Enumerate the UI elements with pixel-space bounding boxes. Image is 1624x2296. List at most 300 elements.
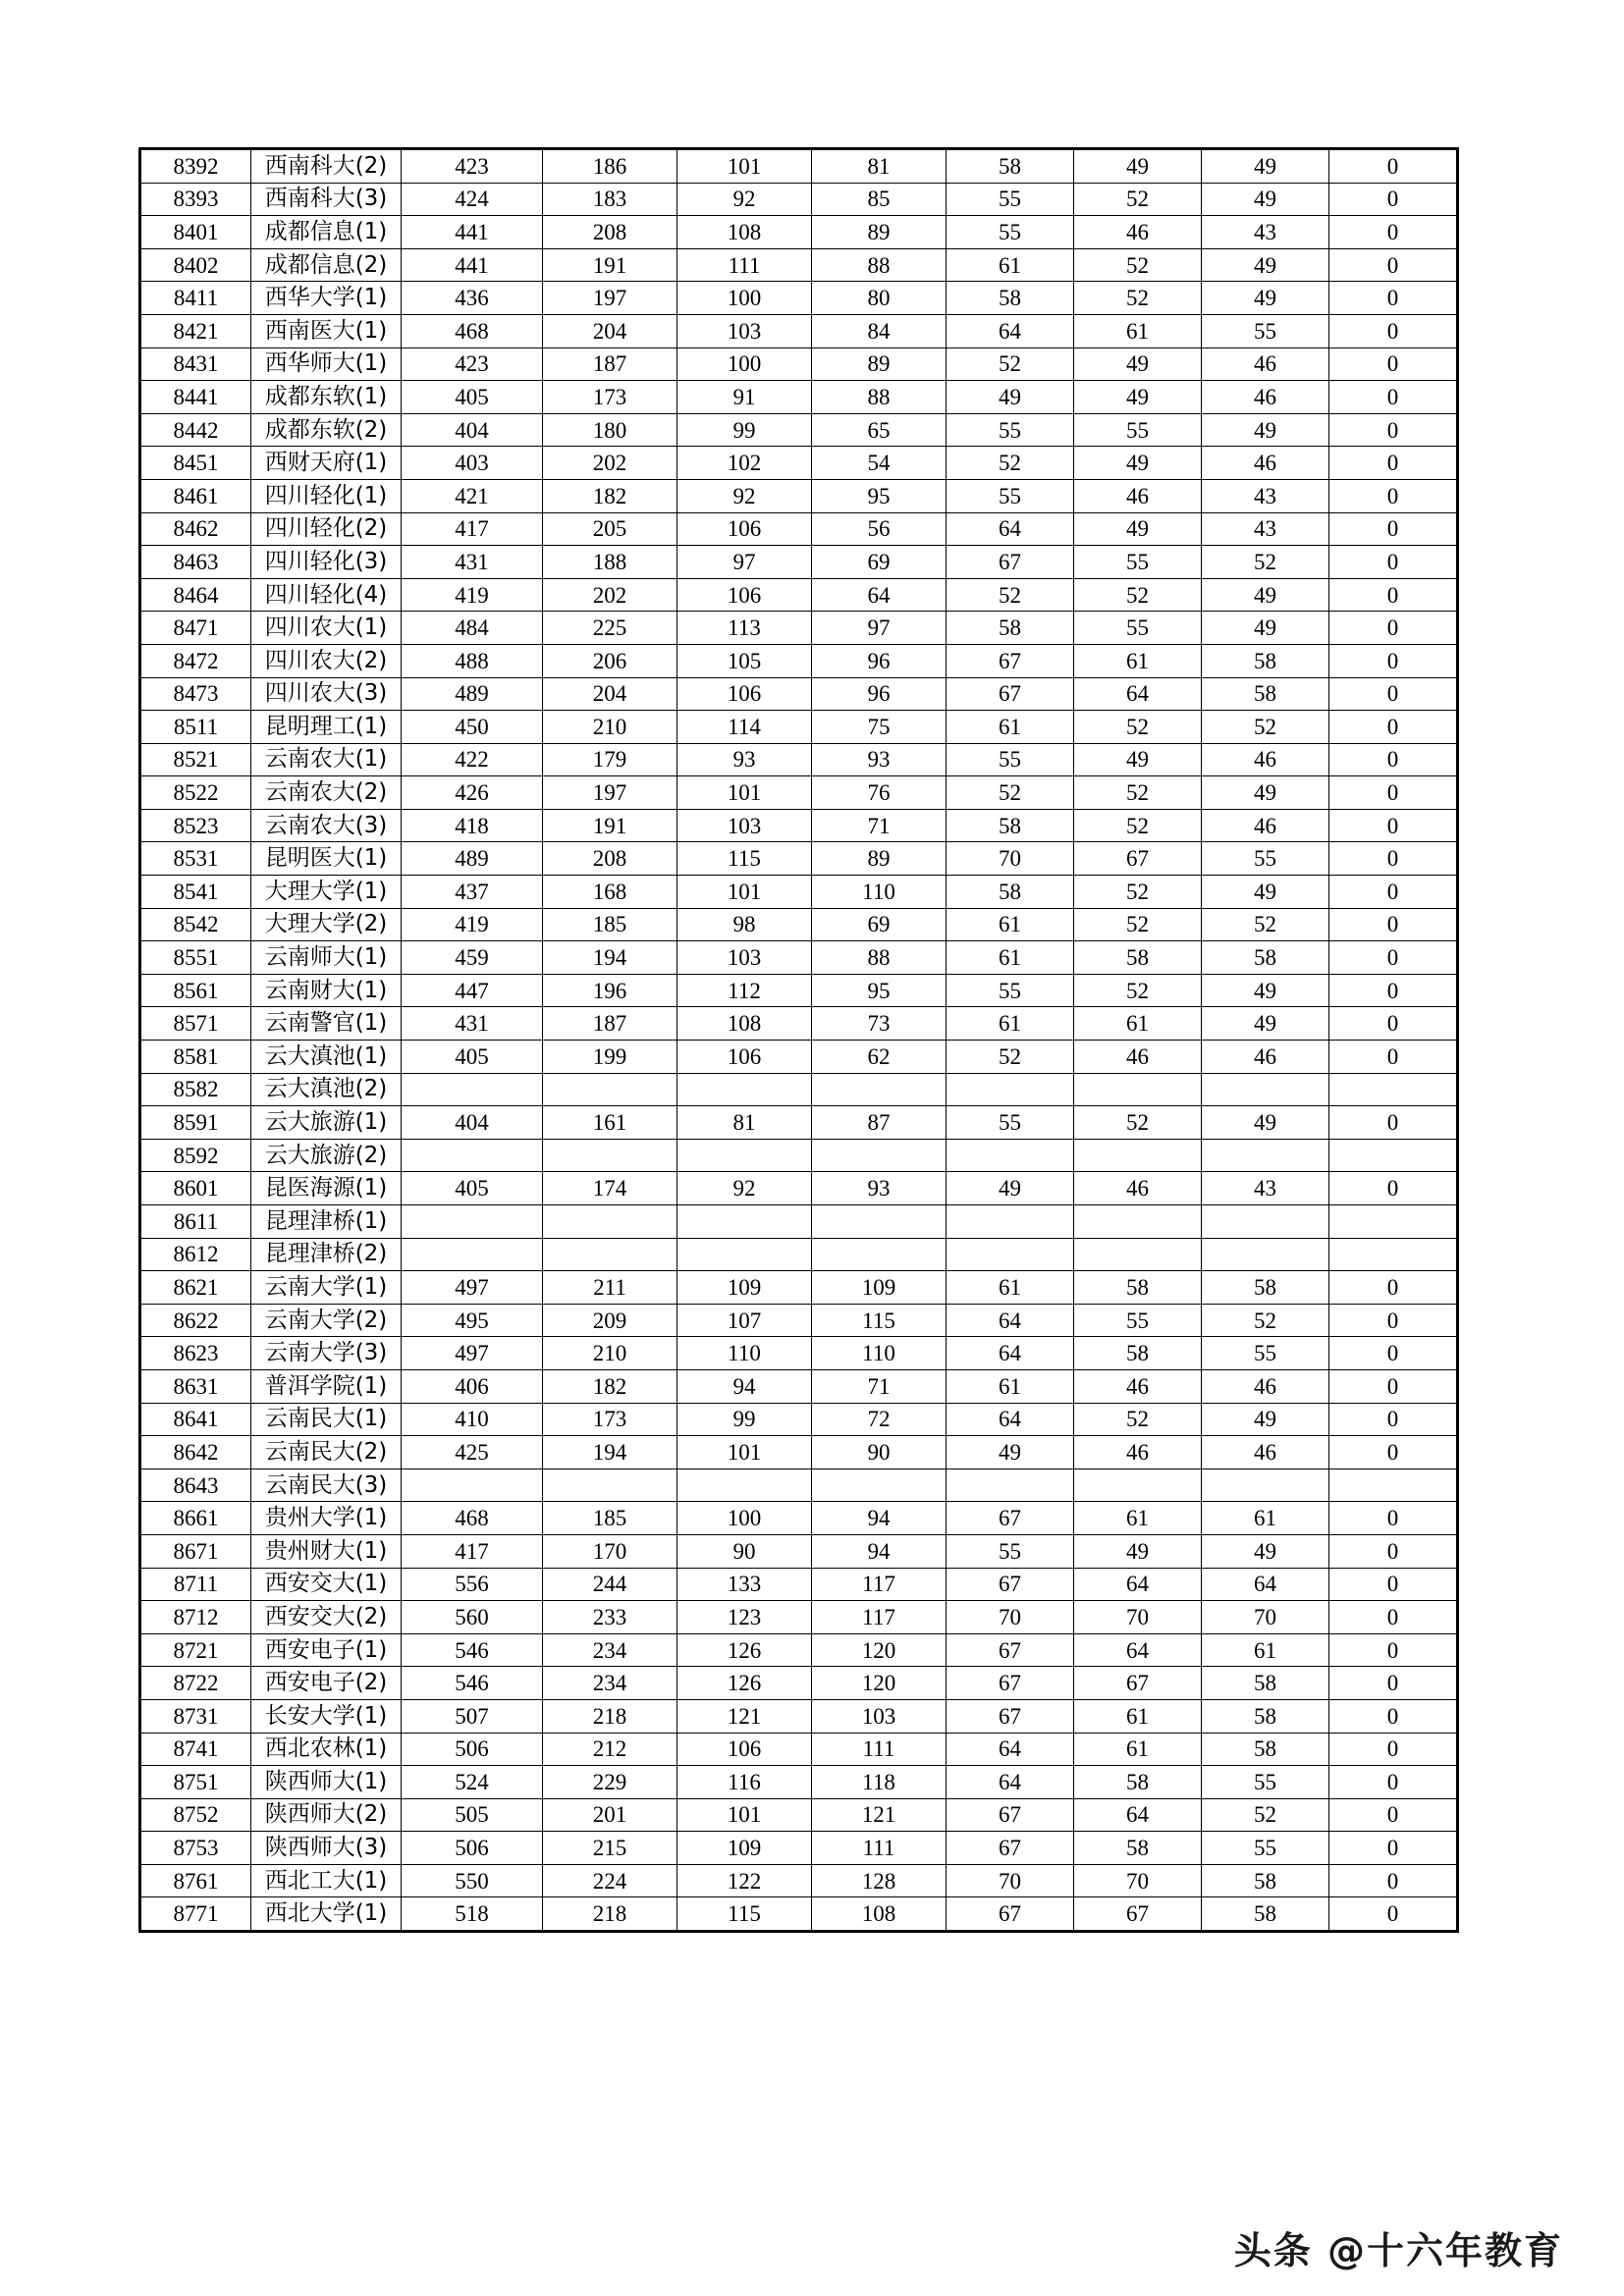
cell-code: 8711 — [140, 1568, 251, 1601]
cell-code: 8751 — [140, 1766, 251, 1799]
cell-code: 8671 — [140, 1534, 251, 1568]
cell-code: 8473 — [140, 677, 251, 711]
cell-value: 90 — [677, 1534, 812, 1568]
cell-value: 70 — [947, 1864, 1074, 1897]
cell-name: 西华师大(1) — [251, 347, 402, 381]
cell-name: 昆医海源(1) — [251, 1172, 402, 1205]
table-row — [140, 447, 1458, 480]
cell-value: 215 — [543, 1832, 677, 1865]
cell-value: 182 — [543, 1369, 677, 1403]
cell-code: 8591 — [140, 1106, 251, 1140]
cell-value: 0 — [1329, 612, 1458, 645]
cell-value: 49 — [1074, 512, 1202, 546]
cell-code: 8712 — [140, 1601, 251, 1634]
cell-value: 0 — [1329, 1601, 1458, 1634]
table-row — [140, 479, 1458, 512]
cell-name: 西南科大(2) — [251, 149, 402, 184]
cell-value: 425 — [402, 1436, 543, 1469]
cell-value: 52 — [947, 447, 1074, 480]
cell-name: 云南民大(2) — [251, 1436, 402, 1469]
cell-value: 94 — [812, 1534, 947, 1568]
cell-value: 67 — [947, 1502, 1074, 1535]
cell-name: 西南科大(3) — [251, 183, 402, 216]
cell-value: 0 — [1329, 314, 1458, 347]
cell-name: 昆明医大(1) — [251, 842, 402, 876]
cell-value — [402, 1468, 543, 1502]
cell-value: 115 — [677, 842, 812, 876]
cell-code: 8621 — [140, 1271, 251, 1305]
cell-value: 52 — [1074, 282, 1202, 315]
table-row — [140, 216, 1458, 249]
cell-name: 陕西师大(3) — [251, 1832, 402, 1865]
cell-value: 218 — [543, 1897, 677, 1932]
cell-value: 67 — [947, 1568, 1074, 1601]
cell-value: 64 — [947, 314, 1074, 347]
cell-value: 101 — [677, 1798, 812, 1832]
cell-code: 8592 — [140, 1139, 251, 1172]
table-row — [140, 974, 1458, 1007]
table-row — [140, 149, 1458, 184]
cell-name: 成都东软(1) — [251, 381, 402, 414]
cell-value: 117 — [812, 1568, 947, 1601]
cell-value: 49 — [1074, 381, 1202, 414]
cell-value — [543, 1139, 677, 1172]
cell-value: 55 — [947, 743, 1074, 776]
cell-value: 87 — [812, 1106, 947, 1140]
cell-value — [947, 1468, 1074, 1502]
cell-value: 0 — [1329, 1271, 1458, 1305]
cell-name: 四川轻化(4) — [251, 578, 402, 612]
cell-value: 52 — [1074, 809, 1202, 842]
cell-value: 109 — [812, 1271, 947, 1305]
cell-name: 云大旅游(1) — [251, 1106, 402, 1140]
cell-name: 西安交大(1) — [251, 1568, 402, 1601]
cell-value: 0 — [1329, 1864, 1458, 1897]
cell-name: 云南农大(3) — [251, 809, 402, 842]
cell-code: 8523 — [140, 809, 251, 842]
cell-code: 8431 — [140, 347, 251, 381]
cell-value — [402, 1139, 543, 1172]
table-row — [140, 413, 1458, 447]
cell-value: 55 — [947, 1106, 1074, 1140]
cell-code: 8731 — [140, 1699, 251, 1733]
cell-value: 0 — [1329, 381, 1458, 414]
cell-value: 224 — [543, 1864, 677, 1897]
cell-value: 46 — [1074, 479, 1202, 512]
cell-value: 100 — [677, 347, 812, 381]
cell-value: 52 — [947, 776, 1074, 810]
cell-value: 0 — [1329, 1172, 1458, 1205]
cell-value — [1074, 1238, 1202, 1271]
cell-value: 46 — [1074, 1172, 1202, 1205]
cell-value: 64 — [947, 1304, 1074, 1337]
cell-value: 70 — [947, 1601, 1074, 1634]
cell-value: 89 — [812, 842, 947, 876]
cell-value: 0 — [1329, 282, 1458, 315]
table-row — [140, 1403, 1458, 1436]
cell-value: 101 — [677, 776, 812, 810]
cell-value: 0 — [1329, 876, 1458, 909]
cell-name: 昆明理工(1) — [251, 711, 402, 744]
cell-value: 49 — [1074, 743, 1202, 776]
cell-value — [543, 1468, 677, 1502]
cell-value: 49 — [1074, 149, 1202, 184]
cell-value: 46 — [1202, 347, 1329, 381]
cell-value: 46 — [1202, 743, 1329, 776]
cell-code: 8392 — [140, 149, 251, 184]
cell-value: 0 — [1329, 1667, 1458, 1700]
cell-value: 88 — [812, 381, 947, 414]
cell-value: 69 — [812, 908, 947, 941]
table-row — [140, 1832, 1458, 1865]
cell-value: 54 — [812, 447, 947, 480]
cell-value: 0 — [1329, 578, 1458, 612]
table-row — [140, 248, 1458, 282]
cell-value — [677, 1073, 812, 1106]
cell-value: 556 — [402, 1568, 543, 1601]
table-row — [140, 1337, 1458, 1370]
cell-value: 115 — [677, 1897, 812, 1932]
cell-value: 431 — [402, 546, 543, 579]
cell-value: 73 — [812, 1007, 947, 1041]
cell-value: 0 — [1329, 941, 1458, 975]
table-row — [140, 1502, 1458, 1535]
cell-code: 8753 — [140, 1832, 251, 1865]
cell-value: 92 — [677, 479, 812, 512]
cell-value: 58 — [947, 809, 1074, 842]
cell-value: 61 — [947, 711, 1074, 744]
cell-value — [947, 1073, 1074, 1106]
cell-value: 101 — [677, 149, 812, 184]
table-row — [140, 1766, 1458, 1799]
cell-name: 西北大学(1) — [251, 1897, 402, 1932]
cell-value: 46 — [1074, 1436, 1202, 1469]
cell-value: 43 — [1202, 1172, 1329, 1205]
cell-value: 410 — [402, 1403, 543, 1436]
cell-value: 97 — [677, 546, 812, 579]
table-row — [140, 1468, 1458, 1502]
cell-value: 128 — [812, 1864, 947, 1897]
cell-name: 云南财大(1) — [251, 974, 402, 1007]
cell-value: 234 — [543, 1667, 677, 1700]
cell-name: 昆理津桥(2) — [251, 1238, 402, 1271]
cell-value: 52 — [1074, 711, 1202, 744]
cell-name: 云大旅游(2) — [251, 1139, 402, 1172]
cell-name: 云南大学(3) — [251, 1337, 402, 1370]
cell-value: 234 — [543, 1633, 677, 1667]
cell-value: 197 — [543, 282, 677, 315]
cell-value — [402, 1205, 543, 1239]
cell-value: 111 — [677, 248, 812, 282]
cell-value: 122 — [677, 1864, 812, 1897]
cell-value: 55 — [947, 183, 1074, 216]
cell-value — [812, 1238, 947, 1271]
cell-value: 109 — [677, 1271, 812, 1305]
cell-value: 218 — [543, 1699, 677, 1733]
cell-value: 0 — [1329, 149, 1458, 184]
cell-value: 55 — [1202, 1337, 1329, 1370]
cell-value: 81 — [677, 1106, 812, 1140]
cell-value: 52 — [1202, 1304, 1329, 1337]
table-row — [140, 644, 1458, 677]
cell-value: 64 — [947, 1337, 1074, 1370]
cell-value: 67 — [1074, 842, 1202, 876]
cell-code: 8542 — [140, 908, 251, 941]
cell-value: 0 — [1329, 248, 1458, 282]
cell-value: 194 — [543, 1436, 677, 1469]
cell-value: 55 — [1202, 1766, 1329, 1799]
table-row — [140, 1007, 1458, 1041]
cell-value: 52 — [1074, 248, 1202, 282]
cell-value: 64 — [1074, 1568, 1202, 1601]
cell-value: 0 — [1329, 644, 1458, 677]
cell-value — [812, 1139, 947, 1172]
cell-code: 8623 — [140, 1337, 251, 1370]
cell-value: 49 — [1202, 776, 1329, 810]
cell-value: 418 — [402, 809, 543, 842]
cell-value: 488 — [402, 644, 543, 677]
cell-value: 99 — [677, 413, 812, 447]
cell-value: 0 — [1329, 677, 1458, 711]
cell-value: 115 — [812, 1304, 947, 1337]
table-row — [140, 381, 1458, 414]
cell-name: 陕西师大(2) — [251, 1798, 402, 1832]
cell-value: 52 — [1074, 908, 1202, 941]
cell-value: 191 — [543, 248, 677, 282]
cell-value: 98 — [677, 908, 812, 941]
cell-code: 8582 — [140, 1073, 251, 1106]
cell-value: 62 — [812, 1041, 947, 1074]
cell-code: 8741 — [140, 1733, 251, 1766]
table-row — [140, 776, 1458, 810]
cell-value: 0 — [1329, 1832, 1458, 1865]
table-body — [140, 149, 1458, 1932]
cell-value — [402, 1238, 543, 1271]
cell-value — [1329, 1468, 1458, 1502]
cell-value: 103 — [812, 1699, 947, 1733]
cell-value: 46 — [1202, 381, 1329, 414]
cell-code: 8761 — [140, 1864, 251, 1897]
cell-value: 117 — [812, 1601, 947, 1634]
cell-value: 106 — [677, 578, 812, 612]
cell-value — [947, 1205, 1074, 1239]
cell-value: 61 — [1202, 1633, 1329, 1667]
cell-value: 95 — [812, 479, 947, 512]
cell-value: 55 — [947, 216, 1074, 249]
cell-code: 8661 — [140, 1502, 251, 1535]
cell-value: 58 — [1202, 1864, 1329, 1897]
cell-code: 8612 — [140, 1238, 251, 1271]
cell-value: 210 — [543, 1337, 677, 1370]
cell-value: 55 — [1202, 842, 1329, 876]
cell-value: 61 — [1074, 1699, 1202, 1733]
cell-value: 0 — [1329, 1041, 1458, 1074]
cell-value: 0 — [1329, 413, 1458, 447]
cell-value: 43 — [1202, 216, 1329, 249]
cell-value: 67 — [947, 1699, 1074, 1733]
cell-name: 云南师大(1) — [251, 941, 402, 975]
cell-value: 524 — [402, 1766, 543, 1799]
cell-value: 182 — [543, 479, 677, 512]
cell-value: 46 — [1074, 1369, 1202, 1403]
cell-value: 0 — [1329, 1403, 1458, 1436]
cell-value: 205 — [543, 512, 677, 546]
cell-name: 普洱学院(1) — [251, 1369, 402, 1403]
cell-name: 云南农大(2) — [251, 776, 402, 810]
cell-value: 100 — [677, 1502, 812, 1535]
cell-value — [1202, 1205, 1329, 1239]
cell-value: 58 — [947, 876, 1074, 909]
cell-value: 210 — [543, 711, 677, 744]
cell-value — [543, 1205, 677, 1239]
cell-value: 64 — [947, 1766, 1074, 1799]
cell-value: 468 — [402, 1502, 543, 1535]
cell-value: 55 — [947, 413, 1074, 447]
cell-value: 101 — [677, 1436, 812, 1469]
cell-value: 560 — [402, 1601, 543, 1634]
cell-value — [1329, 1139, 1458, 1172]
cell-value: 417 — [402, 1534, 543, 1568]
cell-code: 8451 — [140, 447, 251, 480]
cell-value: 108 — [677, 1007, 812, 1041]
table-row — [140, 1238, 1458, 1271]
table-row — [140, 1798, 1458, 1832]
cell-value: 546 — [402, 1633, 543, 1667]
cell-value: 58 — [1202, 941, 1329, 975]
table-row — [140, 876, 1458, 909]
cell-value: 0 — [1329, 183, 1458, 216]
cell-value: 64 — [812, 578, 947, 612]
cell-value: 120 — [812, 1633, 947, 1667]
cell-value: 0 — [1329, 809, 1458, 842]
cell-value: 105 — [677, 644, 812, 677]
cell-name: 四川轻化(1) — [251, 479, 402, 512]
table-row — [140, 1172, 1458, 1205]
cell-name: 西北农林(1) — [251, 1733, 402, 1766]
cell-value: 49 — [1202, 282, 1329, 315]
cell-code: 8611 — [140, 1205, 251, 1239]
cell-name: 四川农大(3) — [251, 677, 402, 711]
cell-code: 8511 — [140, 711, 251, 744]
cell-value: 58 — [1202, 1699, 1329, 1733]
cell-value — [1074, 1139, 1202, 1172]
cell-value: 55 — [947, 1534, 1074, 1568]
cell-value: 103 — [677, 314, 812, 347]
cell-value: 126 — [677, 1667, 812, 1700]
cell-code: 8522 — [140, 776, 251, 810]
table-row — [140, 1633, 1458, 1667]
cell-value: 46 — [1202, 1369, 1329, 1403]
cell-value: 204 — [543, 314, 677, 347]
cell-value: 484 — [402, 612, 543, 645]
cell-value: 64 — [947, 1403, 1074, 1436]
cell-value: 431 — [402, 1007, 543, 1041]
cell-name: 云南民大(3) — [251, 1468, 402, 1502]
cell-value: 58 — [1202, 1667, 1329, 1700]
cell-value: 46 — [1074, 1041, 1202, 1074]
cell-value: 92 — [677, 183, 812, 216]
cell-value: 56 — [812, 512, 947, 546]
cell-value: 70 — [1074, 1864, 1202, 1897]
cell-code: 8541 — [140, 876, 251, 909]
cell-value: 423 — [402, 149, 543, 184]
cell-value: 497 — [402, 1271, 543, 1305]
cell-value: 212 — [543, 1733, 677, 1766]
cell-name: 西南医大(1) — [251, 314, 402, 347]
table-row — [140, 908, 1458, 941]
cell-value: 49 — [1202, 248, 1329, 282]
cell-value: 0 — [1329, 1106, 1458, 1140]
cell-value: 55 — [947, 974, 1074, 1007]
cell-value: 89 — [812, 216, 947, 249]
table-row — [140, 711, 1458, 744]
table-row — [140, 1073, 1458, 1106]
cell-value: 0 — [1329, 776, 1458, 810]
table-row — [140, 347, 1458, 381]
cell-value — [947, 1139, 1074, 1172]
cell-value: 121 — [812, 1798, 947, 1832]
cell-value: 96 — [812, 677, 947, 711]
table-row — [140, 1601, 1458, 1634]
cell-value: 90 — [812, 1436, 947, 1469]
cell-value — [402, 1073, 543, 1106]
cell-value: 106 — [677, 1733, 812, 1766]
cell-code: 8622 — [140, 1304, 251, 1337]
cell-value: 58 — [1202, 1733, 1329, 1766]
table-row — [140, 1733, 1458, 1766]
cell-name: 云南警官(1) — [251, 1007, 402, 1041]
cell-code: 8551 — [140, 941, 251, 975]
cell-value: 61 — [1074, 1007, 1202, 1041]
cell-code: 8441 — [140, 381, 251, 414]
cell-value: 405 — [402, 1041, 543, 1074]
cell-code: 8631 — [140, 1369, 251, 1403]
cell-value: 110 — [812, 1337, 947, 1370]
cell-value: 0 — [1329, 447, 1458, 480]
cell-value: 64 — [1074, 677, 1202, 711]
cell-value: 49 — [1202, 413, 1329, 447]
cell-value: 403 — [402, 447, 543, 480]
cell-value: 0 — [1329, 479, 1458, 512]
cell-value: 206 — [543, 644, 677, 677]
cell-value: 58 — [1074, 1337, 1202, 1370]
cell-value: 52 — [947, 578, 1074, 612]
cell-value — [1202, 1468, 1329, 1502]
cell-name: 西北工大(1) — [251, 1864, 402, 1897]
cell-value: 450 — [402, 711, 543, 744]
cell-value: 186 — [543, 149, 677, 184]
cell-value: 49 — [1074, 1534, 1202, 1568]
cell-value: 112 — [677, 974, 812, 1007]
cell-value: 507 — [402, 1699, 543, 1733]
watermark-label: 头条 @十六年教育 — [1233, 2229, 1563, 2272]
cell-value: 173 — [543, 1403, 677, 1436]
cell-code: 8643 — [140, 1468, 251, 1502]
cell-value: 71 — [812, 809, 947, 842]
cell-value: 550 — [402, 1864, 543, 1897]
cell-name: 大理大学(2) — [251, 908, 402, 941]
cell-code: 8771 — [140, 1897, 251, 1932]
cell-value: 67 — [947, 546, 1074, 579]
cell-value: 109 — [677, 1832, 812, 1865]
cell-value: 0 — [1329, 842, 1458, 876]
cell-value: 46 — [1202, 1436, 1329, 1469]
cell-value: 121 — [677, 1699, 812, 1733]
cell-value: 204 — [543, 677, 677, 711]
cell-value: 426 — [402, 776, 543, 810]
table-row — [140, 743, 1458, 776]
cell-value: 101 — [677, 876, 812, 909]
